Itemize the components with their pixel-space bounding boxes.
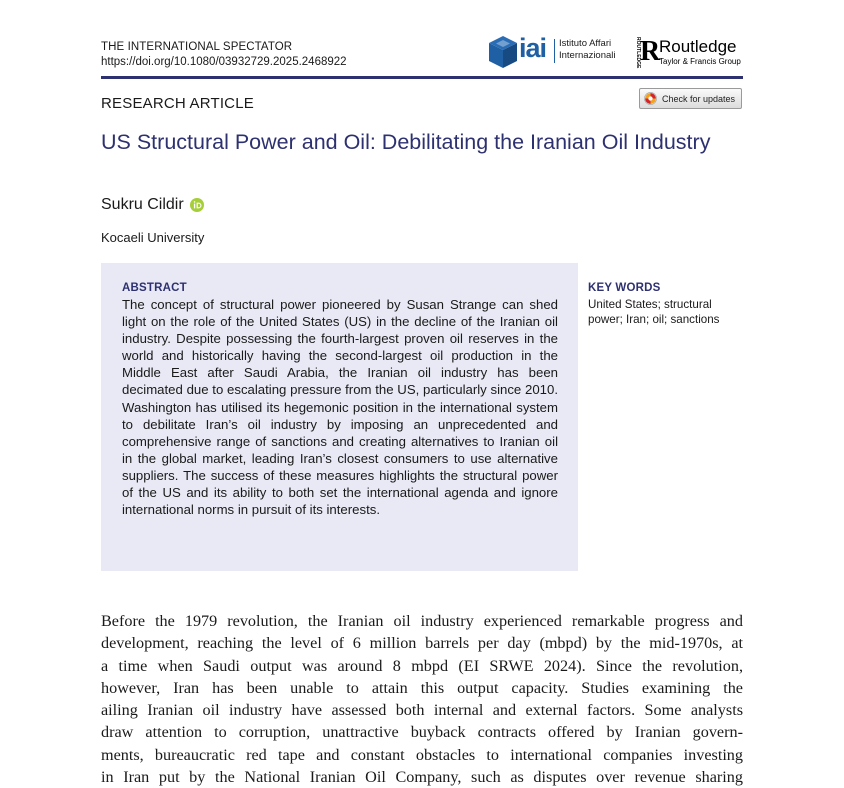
abstract-box: [101, 263, 578, 571]
abstract-text: The concept of structural power pioneered by Susan Strange can shed light on the role of the United States (US) in the decline of the Iranian oil industry. Despite possessing the fourth-largest proven oil reserves in the world and historically having the second-largest oil production in the Middle East after Saudi Arabia, the Iranian oil industry has been decimated due to escalating pressure from the US, particularly since 2010. Washington has utilised its hegemonic position in the international system to debilitate Iran’s oil industry by imposing an unprecedented and comprehensive range of sanctions and creating alternatives to Iranian oil in the global market, leading Iran’s closest consumers to use alternative suppliers. The success of these measures highlights the structural power of the US and its ability to both set the international agenda and ignore international norms in pursuit of its interests.: [122, 297, 558, 518]
keywords-text: United States; structural power; Iran; oil; sanctions: [588, 298, 720, 326]
header-rule: [101, 76, 743, 79]
keywords-heading: KEY WORDS: [588, 282, 661, 294]
author-name[interactable]: Sukru Cildir: [101, 196, 184, 213]
routledge-side-text: ROUTLEDGE: [635, 37, 641, 69]
routledge-mark: R: [640, 36, 661, 67]
iai-name-line2: Internazionali: [559, 50, 616, 61]
body-line: Before the 1979 revolution, the Iranian oil industry experienced remarkable progress and: [101, 612, 743, 630]
iai-cube-icon: [488, 35, 518, 69]
iai-name: [559, 38, 619, 62]
body-line: development, reaching the level of 6 million barrels per day (mbpd) by the mid-1970s, at: [101, 634, 743, 653]
body-line: ailing Iranian oil industry have assessed both internal and external factors. Some analysts: [101, 701, 743, 720]
body-line: however, Iran has been unable to attain this output capacity. Studies examining the: [101, 678, 743, 697]
author-affiliation: Kocaeli University: [101, 230, 205, 245]
check-for-updates-button[interactable]: [639, 88, 742, 109]
routledge-name: Routledge: [659, 37, 737, 56]
routledge-subtitle: Taylor & Francis Group: [659, 57, 741, 66]
article-title: US Structural Power and Oil: Debilitating the Iranian Oil Industry: [101, 130, 711, 154]
abstract-heading: ABSTRACT: [122, 282, 187, 294]
iai-logo[interactable]: [488, 35, 614, 69]
article-type: RESEARCH ARTICLE: [101, 95, 254, 112]
doi-link[interactable]: https://doi.org/10.1080/03932729.2025.2468922: [101, 56, 347, 68]
check-updates-label: Check for updates: [662, 93, 736, 104]
iai-separator: [554, 39, 555, 63]
routledge-logo[interactable]: [631, 37, 747, 71]
iai-name-line1: Istituto Affari: [559, 38, 612, 49]
body-line: ments, bureaucratic red tape and constant obstacles to international companies investing: [101, 745, 743, 764]
body-line: draw attention to corruption, unattractive buyback contracts offered by Iranian govern-: [101, 723, 743, 742]
journal-name: THE INTERNATIONAL SPECTATOR: [101, 41, 293, 53]
body-line: in Iran put by the National Iranian Oil Company, such as disputes over revenue sharing: [101, 768, 743, 787]
iai-letters: iai: [519, 33, 547, 63]
orcid-icon[interactable]: [190, 198, 204, 212]
body-text: [101, 610, 743, 788]
check-updates-icon: [644, 92, 657, 105]
body-line: a time when Saudi output was around 8 mbpd (EI SRWE 2024). Since the revolution,: [101, 656, 743, 675]
author-row: [101, 196, 204, 214]
